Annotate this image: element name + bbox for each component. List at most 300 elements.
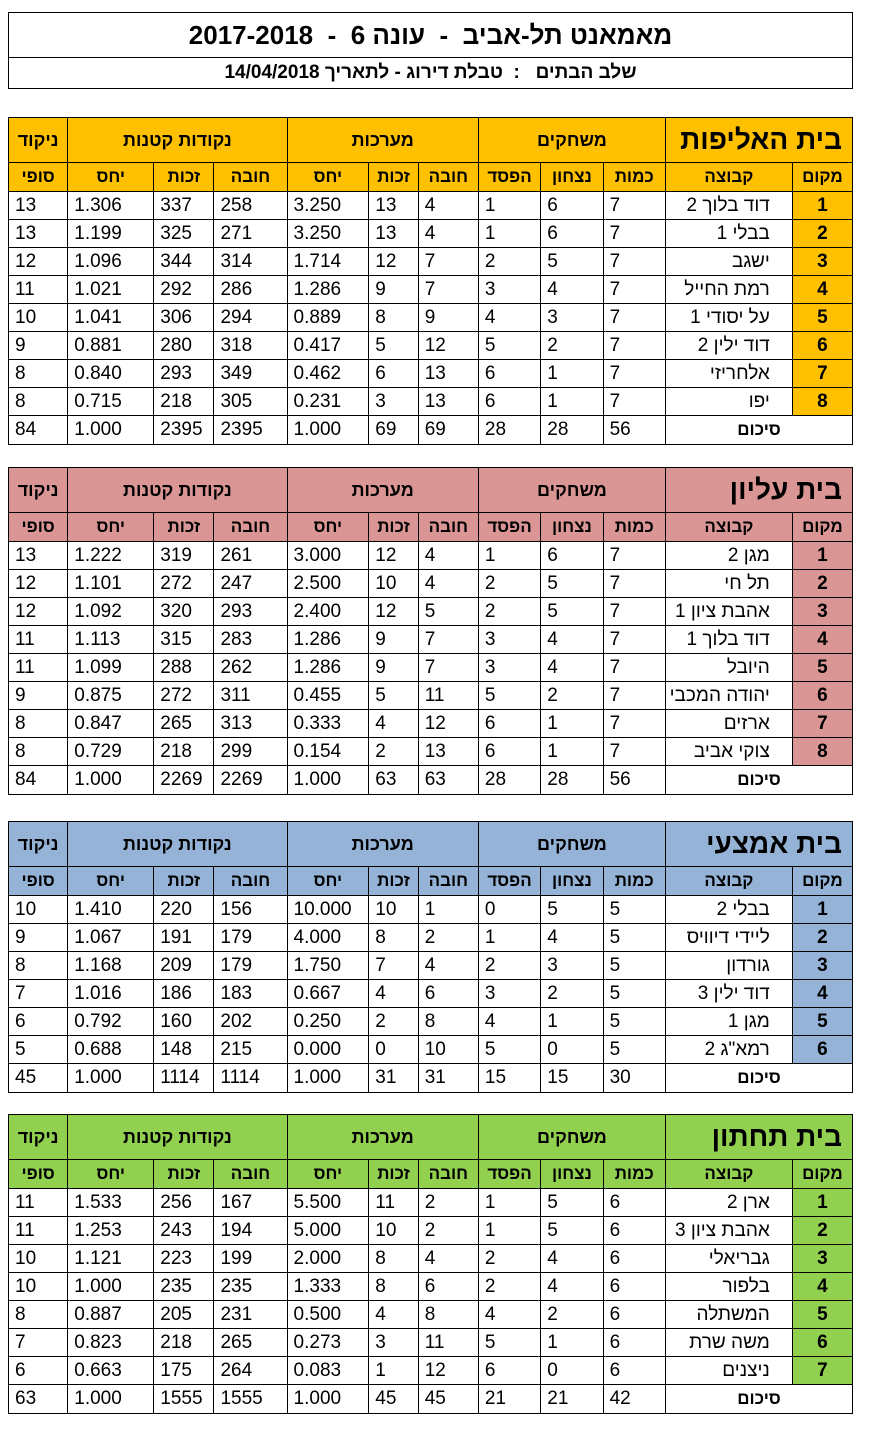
subheader-row — [9, 513, 853, 542]
total-cell: 31 — [369, 1064, 418, 1093]
table-row — [9, 360, 853, 388]
points-header: נקודות קטנות — [68, 468, 287, 513]
total-cell: 2269 — [154, 766, 214, 795]
cell: 262 — [214, 654, 287, 682]
rank-cell: 7 — [792, 1357, 852, 1385]
cell: 0.887 — [68, 1301, 154, 1329]
cell: 209 — [154, 952, 214, 980]
cell: 4 — [541, 654, 603, 682]
table-row — [9, 626, 853, 654]
cell: 325 — [154, 220, 214, 248]
cell: 4 — [369, 980, 418, 1008]
cell: 12 — [369, 248, 418, 276]
cell: 1.121 — [68, 1245, 154, 1273]
total-label: סיכום — [665, 766, 852, 795]
team-name: ישגב — [665, 248, 792, 276]
cell: 1 — [541, 1008, 603, 1036]
rank-cell: 1 — [792, 1189, 852, 1217]
cell: 8 — [9, 738, 68, 766]
table-row — [9, 192, 853, 220]
cell: 261 — [214, 542, 287, 570]
points-for-header: זכות — [154, 513, 214, 542]
cell: 8 — [9, 952, 68, 980]
cell: 5 — [478, 1329, 540, 1357]
cell: 3 — [541, 952, 603, 980]
final-header: סופי — [9, 1160, 68, 1189]
total-cell: 63 — [369, 766, 418, 795]
cell: 4 — [418, 952, 478, 980]
cell: 7 — [603, 276, 665, 304]
cell: 2 — [418, 1189, 478, 1217]
house-name: בית תחתון — [665, 1115, 852, 1160]
played-header: כמות — [603, 1160, 665, 1189]
cell: 199 — [214, 1245, 287, 1273]
won-header: נצחון — [541, 867, 603, 896]
total-cell: 28 — [541, 766, 603, 795]
cell: 11 — [9, 276, 68, 304]
cell: 10 — [9, 896, 68, 924]
cell: 7 — [603, 388, 665, 416]
cell: 306 — [154, 304, 214, 332]
cell: 10 — [369, 570, 418, 598]
cell: 12 — [9, 248, 68, 276]
cell: 271 — [214, 220, 287, 248]
rank-cell: 4 — [792, 1273, 852, 1301]
total-cell: 84 — [9, 766, 68, 795]
rank-cell: 5 — [792, 654, 852, 682]
team-name: בבלי 2 — [665, 896, 792, 924]
cell: 0.840 — [68, 360, 154, 388]
page-subtitle: שלב הבתים : טבלת דירוג - לתאריך 14/04/2018 — [9, 57, 852, 88]
total-cell: 63 — [418, 766, 478, 795]
cell: 313 — [214, 710, 287, 738]
sets-ratio-header: יחס — [287, 513, 369, 542]
lost-header: הפסד — [478, 513, 540, 542]
cell: 8 — [9, 1301, 68, 1329]
cell: 5 — [541, 598, 603, 626]
team-name: יפו — [665, 388, 792, 416]
total-cell: 1114 — [214, 1064, 287, 1093]
rank-cell: 1 — [792, 542, 852, 570]
cell: 2 — [541, 332, 603, 360]
table-row — [9, 570, 853, 598]
cell: 223 — [154, 1245, 214, 1273]
cell: 13 — [9, 542, 68, 570]
sets-against-header: חובה — [418, 513, 478, 542]
rank-cell: 3 — [792, 952, 852, 980]
house-name: בית עליון — [665, 468, 852, 513]
cell: 6 — [603, 1217, 665, 1245]
cell: 2 — [369, 738, 418, 766]
cell: 344 — [154, 248, 214, 276]
sets-for-header: זכות — [369, 163, 418, 192]
cell: 167 — [214, 1189, 287, 1217]
cell: 6 — [541, 220, 603, 248]
team-header: קבוצה — [665, 1160, 792, 1189]
cell: 7 — [369, 952, 418, 980]
played-header: כמות — [603, 513, 665, 542]
team-name: מגן 1 — [665, 1008, 792, 1036]
sets-against-header: חובה — [418, 163, 478, 192]
rank-cell: 5 — [792, 304, 852, 332]
cell: 0.889 — [287, 304, 369, 332]
lost-header: הפסד — [478, 1160, 540, 1189]
cell: 231 — [214, 1301, 287, 1329]
cell: 280 — [154, 332, 214, 360]
rank-cell: 2 — [792, 924, 852, 952]
sets-header: מערכות — [287, 468, 478, 513]
cell: 12 — [9, 570, 68, 598]
cell: 2.500 — [287, 570, 369, 598]
total-cell: 56 — [603, 766, 665, 795]
team-name: צוקי אביב — [665, 738, 792, 766]
cell: 218 — [154, 1329, 214, 1357]
cell: 265 — [214, 1329, 287, 1357]
cell: 1.041 — [68, 304, 154, 332]
cell: 11 — [9, 1217, 68, 1245]
cell: 0 — [478, 896, 540, 924]
total-cell: 1.000 — [68, 1385, 154, 1414]
total-cell: 1555 — [154, 1385, 214, 1414]
cell: 292 — [154, 276, 214, 304]
cell: 1.099 — [68, 654, 154, 682]
final-header: סופי — [9, 163, 68, 192]
cell: 5 — [541, 1189, 603, 1217]
total-cell: 15 — [541, 1064, 603, 1093]
rank-cell: 2 — [792, 1217, 852, 1245]
cell: 0.000 — [287, 1036, 369, 1064]
cell: 0 — [369, 1036, 418, 1064]
cell: 13 — [369, 220, 418, 248]
rank-header: מקום — [792, 513, 852, 542]
cell: 3 — [478, 276, 540, 304]
cell: 283 — [214, 626, 287, 654]
cell: 1.714 — [287, 248, 369, 276]
total-cell: 45 — [9, 1064, 68, 1093]
cell: 179 — [214, 924, 287, 952]
played-header: כמות — [603, 163, 665, 192]
cell: 11 — [9, 1189, 68, 1217]
cell: 243 — [154, 1217, 214, 1245]
team-header: קבוצה — [665, 163, 792, 192]
cell: 5 — [603, 896, 665, 924]
header-row — [9, 1115, 853, 1160]
points-header: נקודות קטנות — [68, 118, 287, 163]
house-table — [8, 467, 853, 795]
points-header: נקודות קטנות — [68, 822, 287, 867]
cell: 11 — [9, 654, 68, 682]
cell: 1 — [418, 896, 478, 924]
points-for-header: זכות — [154, 867, 214, 896]
cell: 5.500 — [287, 1189, 369, 1217]
cell: 7 — [418, 654, 478, 682]
cell: 305 — [214, 388, 287, 416]
total-row — [9, 1064, 853, 1093]
cell: 7 — [603, 738, 665, 766]
cell: 235 — [154, 1273, 214, 1301]
cell: 319 — [154, 542, 214, 570]
team-name: אהבת ציון 1 — [665, 598, 792, 626]
cell: 4 — [478, 1008, 540, 1036]
cell: 11 — [418, 1329, 478, 1357]
cell: 311 — [214, 682, 287, 710]
cell: 3.250 — [287, 220, 369, 248]
team-name: ליידי דיוויס — [665, 924, 792, 952]
cell: 272 — [154, 570, 214, 598]
cell: 8 — [9, 710, 68, 738]
cell: 12 — [9, 598, 68, 626]
cell: 5 — [603, 924, 665, 952]
cell: 1 — [478, 192, 540, 220]
total-cell: 2269 — [214, 766, 287, 795]
cell: 1 — [478, 924, 540, 952]
cell: 2.000 — [287, 1245, 369, 1273]
points-against-header: חובה — [214, 163, 287, 192]
cell: 5 — [603, 1008, 665, 1036]
cell: 8 — [9, 388, 68, 416]
cell: 10 — [9, 1245, 68, 1273]
cell: 1 — [541, 738, 603, 766]
cell: 265 — [154, 710, 214, 738]
cell: 10 — [369, 1217, 418, 1245]
points-ratio-header: יחס — [68, 513, 154, 542]
rank-cell: 8 — [792, 388, 852, 416]
total-cell: 1114 — [154, 1064, 214, 1093]
cell: 5 — [603, 952, 665, 980]
lost-header: הפסד — [478, 867, 540, 896]
rank-cell: 1 — [792, 192, 852, 220]
cell: 175 — [154, 1357, 214, 1385]
cell: 0.154 — [287, 738, 369, 766]
table-row — [9, 388, 853, 416]
team-name: ניצנים — [665, 1357, 792, 1385]
cell: 1.222 — [68, 542, 154, 570]
cell: 4 — [478, 1301, 540, 1329]
cell: 0.273 — [287, 1329, 369, 1357]
cell: 4 — [369, 710, 418, 738]
cell: 1.016 — [68, 980, 154, 1008]
games-header: משחקים — [478, 822, 665, 867]
team-name: בלפור — [665, 1273, 792, 1301]
cell: 13 — [418, 738, 478, 766]
cell: 6 — [603, 1273, 665, 1301]
total-cell: 1.000 — [287, 1385, 369, 1414]
total-cell: 2395 — [214, 416, 287, 445]
cell: 6 — [478, 1357, 540, 1385]
cell: 0.500 — [287, 1301, 369, 1329]
team-name: דוד ילין 3 — [665, 980, 792, 1008]
table-row — [9, 598, 853, 626]
total-cell: 1.000 — [68, 416, 154, 445]
cell: 9 — [9, 682, 68, 710]
cell: 8 — [369, 304, 418, 332]
cell: 12 — [369, 598, 418, 626]
cell: 0.667 — [287, 980, 369, 1008]
rank-cell: 3 — [792, 598, 852, 626]
cell: 4 — [418, 220, 478, 248]
subheader-row — [9, 1160, 853, 1189]
cell: 9 — [369, 276, 418, 304]
total-cell: 2395 — [154, 416, 214, 445]
cell: 5 — [603, 980, 665, 1008]
cell: 5 — [478, 332, 540, 360]
total-cell: 45 — [369, 1385, 418, 1414]
total-cell: 1555 — [214, 1385, 287, 1414]
cell: 9 — [369, 654, 418, 682]
cell: 202 — [214, 1008, 287, 1036]
cell: 215 — [214, 1036, 287, 1064]
total-cell: 45 — [418, 1385, 478, 1414]
cell: 179 — [214, 952, 287, 980]
total-cell: 21 — [478, 1385, 540, 1414]
total-cell: 69 — [418, 416, 478, 445]
cell: 5 — [9, 1036, 68, 1064]
team-name: בבלי 1 — [665, 220, 792, 248]
cell: 1.092 — [68, 598, 154, 626]
cell: 5 — [541, 896, 603, 924]
table-row — [9, 276, 853, 304]
total-cell: 31 — [418, 1064, 478, 1093]
title-box — [8, 12, 853, 89]
cell: 1 — [541, 1329, 603, 1357]
cell: 5 — [541, 248, 603, 276]
table-row — [9, 1189, 853, 1217]
rank-cell: 5 — [792, 1301, 852, 1329]
cell: 1.533 — [68, 1189, 154, 1217]
cell: 4 — [369, 1301, 418, 1329]
cell: 6 — [478, 710, 540, 738]
cell: 8 — [9, 360, 68, 388]
table-row — [9, 1008, 853, 1036]
cell: 4 — [541, 1273, 603, 1301]
total-cell: 1.000 — [68, 766, 154, 795]
cell: 1.000 — [68, 1273, 154, 1301]
cell: 0 — [541, 1357, 603, 1385]
total-cell: 42 — [603, 1385, 665, 1414]
cell: 1.306 — [68, 192, 154, 220]
cell: 2 — [418, 1217, 478, 1245]
total-cell: 1.000 — [287, 416, 369, 445]
cell: 314 — [214, 248, 287, 276]
sets-ratio-header: יחס — [287, 1160, 369, 1189]
cell: 205 — [154, 1301, 214, 1329]
cell: 6 — [9, 1357, 68, 1385]
cell: 6 — [478, 388, 540, 416]
cell: 349 — [214, 360, 287, 388]
sets-header: מערכות — [287, 118, 478, 163]
cell: 4 — [541, 1245, 603, 1273]
cell: 7 — [418, 626, 478, 654]
table-row — [9, 682, 853, 710]
table-row — [9, 710, 853, 738]
cell: 6 — [541, 192, 603, 220]
cell: 2 — [478, 1245, 540, 1273]
cell: 1.199 — [68, 220, 154, 248]
rank-header: מקום — [792, 1160, 852, 1189]
rank-header: מקום — [792, 163, 852, 192]
cell: 1 — [478, 220, 540, 248]
cell: 256 — [154, 1189, 214, 1217]
cell: 4 — [541, 276, 603, 304]
team-name: דוד ילין 2 — [665, 332, 792, 360]
cell: 1.253 — [68, 1217, 154, 1245]
cell: 1.333 — [287, 1273, 369, 1301]
cell: 258 — [214, 192, 287, 220]
final-header: סופי — [9, 513, 68, 542]
total-cell: 15 — [478, 1064, 540, 1093]
table-row — [9, 1301, 853, 1329]
rank-cell: 4 — [792, 626, 852, 654]
rank-cell: 3 — [792, 1245, 852, 1273]
cell: 7 — [603, 332, 665, 360]
cell: 315 — [154, 626, 214, 654]
cell: 11 — [418, 682, 478, 710]
cell: 5 — [369, 332, 418, 360]
cell: 3.000 — [287, 542, 369, 570]
cell: 2 — [478, 598, 540, 626]
table-row — [9, 1329, 853, 1357]
cell: 2 — [478, 248, 540, 276]
cell: 6 — [603, 1357, 665, 1385]
cell: 6 — [603, 1329, 665, 1357]
cell: 5 — [603, 1036, 665, 1064]
cell: 7 — [603, 192, 665, 220]
page-title: מאמאנט תל-אביב - עונה 6 - 2017-2018 — [188, 19, 673, 50]
cell: 1 — [478, 542, 540, 570]
team-name: דוד בלוך 1 — [665, 626, 792, 654]
cell: 5 — [478, 682, 540, 710]
cell: 1.750 — [287, 952, 369, 980]
total-cell: 63 — [9, 1385, 68, 1414]
team-name: תל חי — [665, 570, 792, 598]
cell: 4 — [418, 570, 478, 598]
cell: 247 — [214, 570, 287, 598]
rank-cell: 5 — [792, 1008, 852, 1036]
rank-cell: 4 — [792, 980, 852, 1008]
total-cell: 56 — [603, 416, 665, 445]
table-row — [9, 248, 853, 276]
cell: 3 — [478, 626, 540, 654]
cell: 0.688 — [68, 1036, 154, 1064]
cell: 0.715 — [68, 388, 154, 416]
cell: 2 — [478, 570, 540, 598]
won-header: נצחון — [541, 513, 603, 542]
score-header: ניקוד — [9, 118, 68, 163]
cell: 4 — [541, 626, 603, 654]
points-ratio-header: יחס — [68, 163, 154, 192]
table-row — [9, 1245, 853, 1273]
total-cell: 21 — [541, 1385, 603, 1414]
cell: 1 — [541, 360, 603, 388]
points-ratio-header: יחס — [68, 1160, 154, 1189]
cell: 156 — [214, 896, 287, 924]
rank-cell: 1 — [792, 896, 852, 924]
team-header: קבוצה — [665, 513, 792, 542]
team-name: משה שרת — [665, 1329, 792, 1357]
cell: 1.113 — [68, 626, 154, 654]
table-row — [9, 1217, 853, 1245]
cell: 5 — [369, 682, 418, 710]
total-row — [9, 766, 853, 795]
score-header: ניקוד — [9, 1115, 68, 1160]
cell: 11 — [9, 626, 68, 654]
header-row — [9, 118, 853, 163]
cell: 6 — [478, 738, 540, 766]
cell: 2 — [478, 952, 540, 980]
cell: 3 — [478, 654, 540, 682]
cell: 7 — [603, 682, 665, 710]
cell: 0.792 — [68, 1008, 154, 1036]
